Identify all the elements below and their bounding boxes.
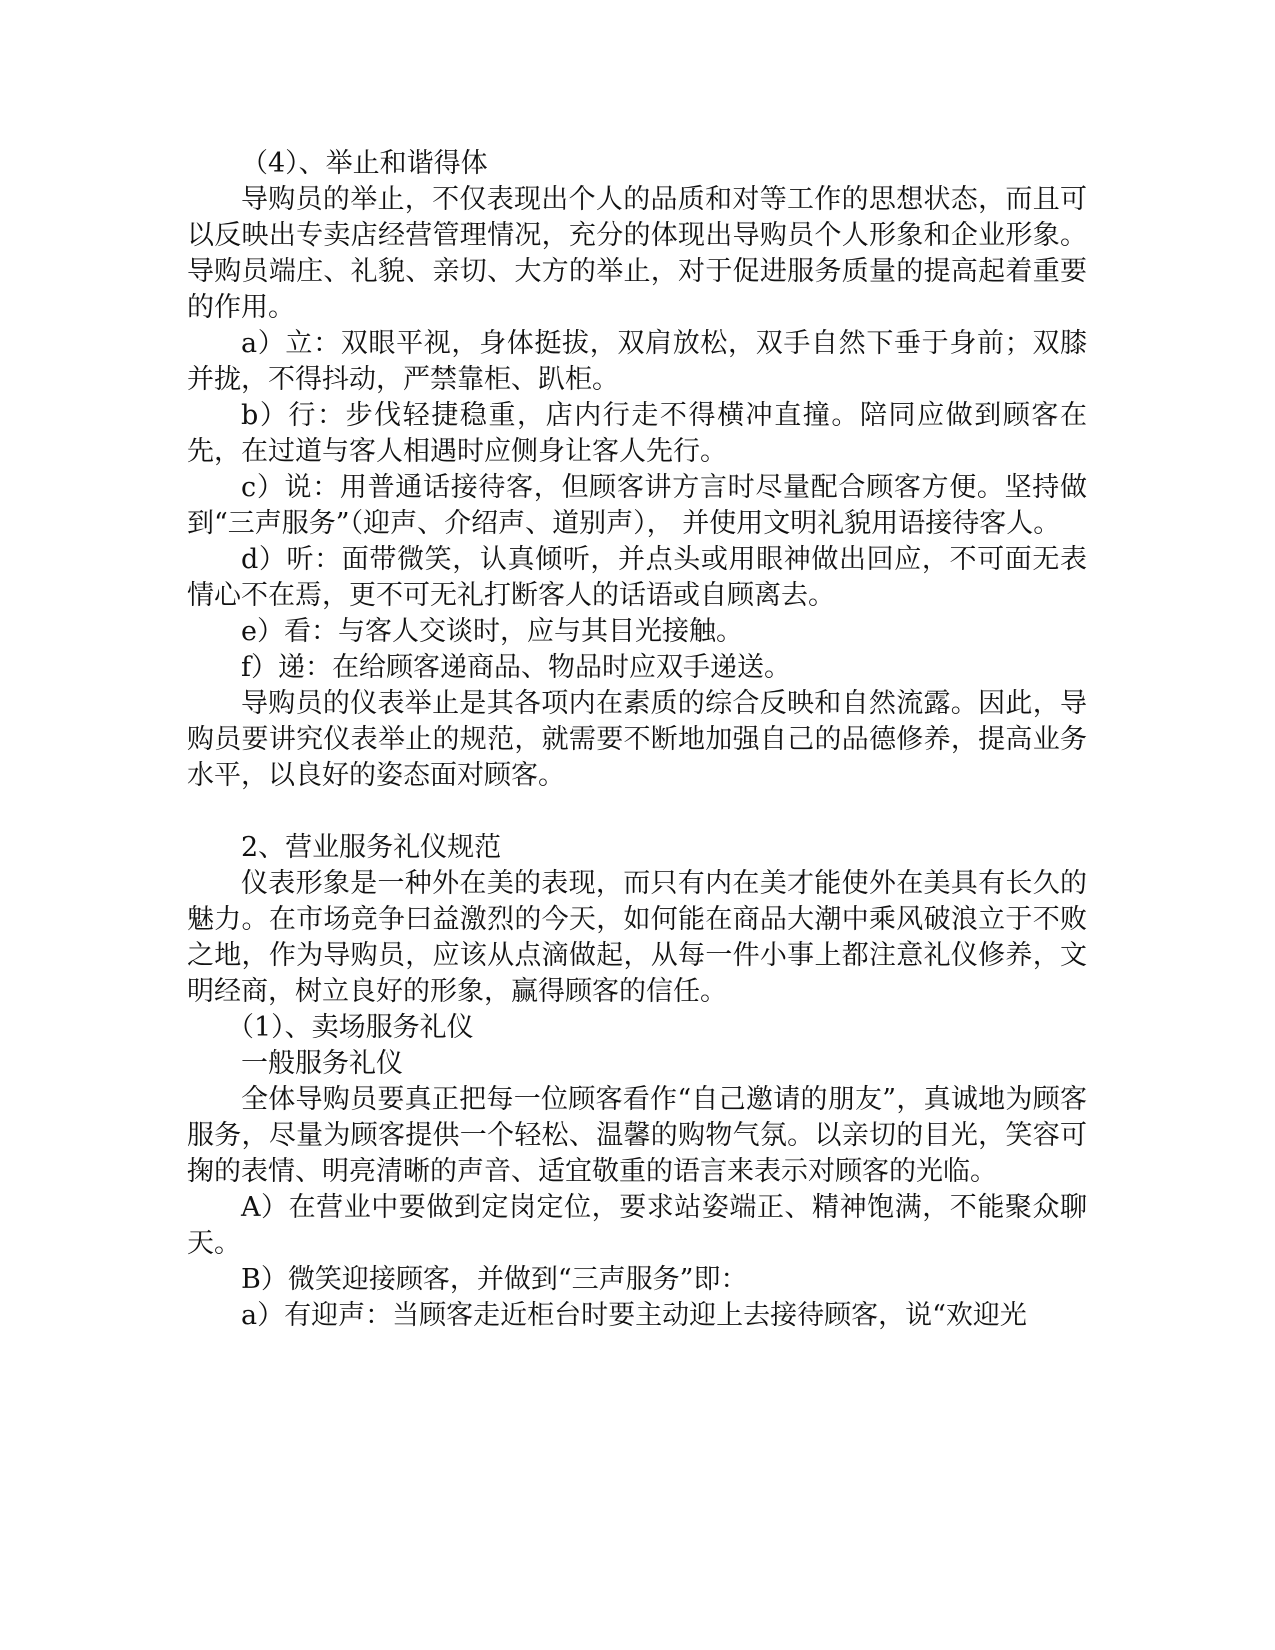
paragraph-summary: 导购员的仪表举止是其各项内在素质的综合反映和自然流露。因此，导购员要讲究仪表举止的规范，就需要不断地加强自己的品德修养，提高业务水平，以良好的姿态面对顾客。 — [187, 688, 1087, 791]
list-item-look: e）看：与客人交谈时，应与其目光接触。 — [241, 616, 743, 647]
document-body — [187, 146, 1087, 1334]
list-item-walk: b）行：步伐轻捷稳重，店内行走不得横冲直撞。陪同应做到顾客在先，在过道与客人相遇时应侧身让客人先行。 — [187, 400, 1087, 467]
paragraph-general: 全体导购员要真正把每一位顾客看作“自己邀请的朋友”，真诚地为顾客服务，尽量为顾客提供一个轻松、温馨的购物气氛。以亲切的目光，笑容可掬的表情、明亮清晰的声音、适宜敬重的语言来表示对顾客的光临。 — [187, 1084, 1087, 1187]
list-item-a-upper: A）在营业中要做到定岗定位，要求站姿端正、精神饱满，不能聚众聊天。 — [187, 1192, 1087, 1259]
list-item-b-upper: B）微笑迎接顾客，并做到“三声服务”即： — [241, 1264, 748, 1295]
section-heading-2: 2、营业服务礼仪规范 — [241, 832, 502, 863]
list-item-stand: a）立：双眼平视，身体挺拔，双肩放松，双手自然下垂于身前；双膝并拢，不得抖动，严禁靠柜、趴柜。 — [187, 328, 1087, 395]
paragraph-etiquette: 仪表形象是一种外在美的表现，而只有内在美才能使外在美具有长久的魅力。在市场竞争曰益激烈的今天，如何能在商品大潮中乘风破浪立于不败之地，作为导购员，应该从点滴做起，从每一件小事上都注意礼仪修养，文明经商，树立良好的形象，赢得顾客的信任。 — [187, 868, 1087, 1007]
list-item-hand: f）递：在给顾客递商品、物品时应双手递送。 — [241, 652, 791, 683]
list-item-speak: c）说：用普通话接待客，但顾客讲方言时尽量配合顾客方便。坚持做到“三声服务”（迎声、介绍声、道别声）， 并使用文明礼貌用语接待客人。 — [187, 472, 1087, 539]
paragraph-intro: 导购员的举止，不仅表现出个人的品质和对等工作的思想状态，而且可以反映出专卖店经营管理情况，充分的体现出导购员个人形象和企业形象。导购员端庄、礼貌、亲切、大方的举止，对于促进服务质量的提高起着重要的作用。 — [187, 184, 1087, 323]
list-item-listen: d）听：面带微笑，认真倾听，并点头或用眼神做出回应，不可面无表情心不在焉，更不可无礼打断客人的话语或自顾离去。 — [187, 544, 1087, 611]
list-item-greeting: a）有迎声：当顾客走近柜台时要主动迎上去接待顾客，说“欢迎光 — [241, 1300, 1027, 1331]
section-heading-1: （1）、卖场服务礼仪 — [227, 1012, 474, 1043]
section-heading-4: （4）、举止和谐得体 — [241, 148, 488, 179]
subheading-general: 一般服务礼仪 — [241, 1048, 403, 1079]
